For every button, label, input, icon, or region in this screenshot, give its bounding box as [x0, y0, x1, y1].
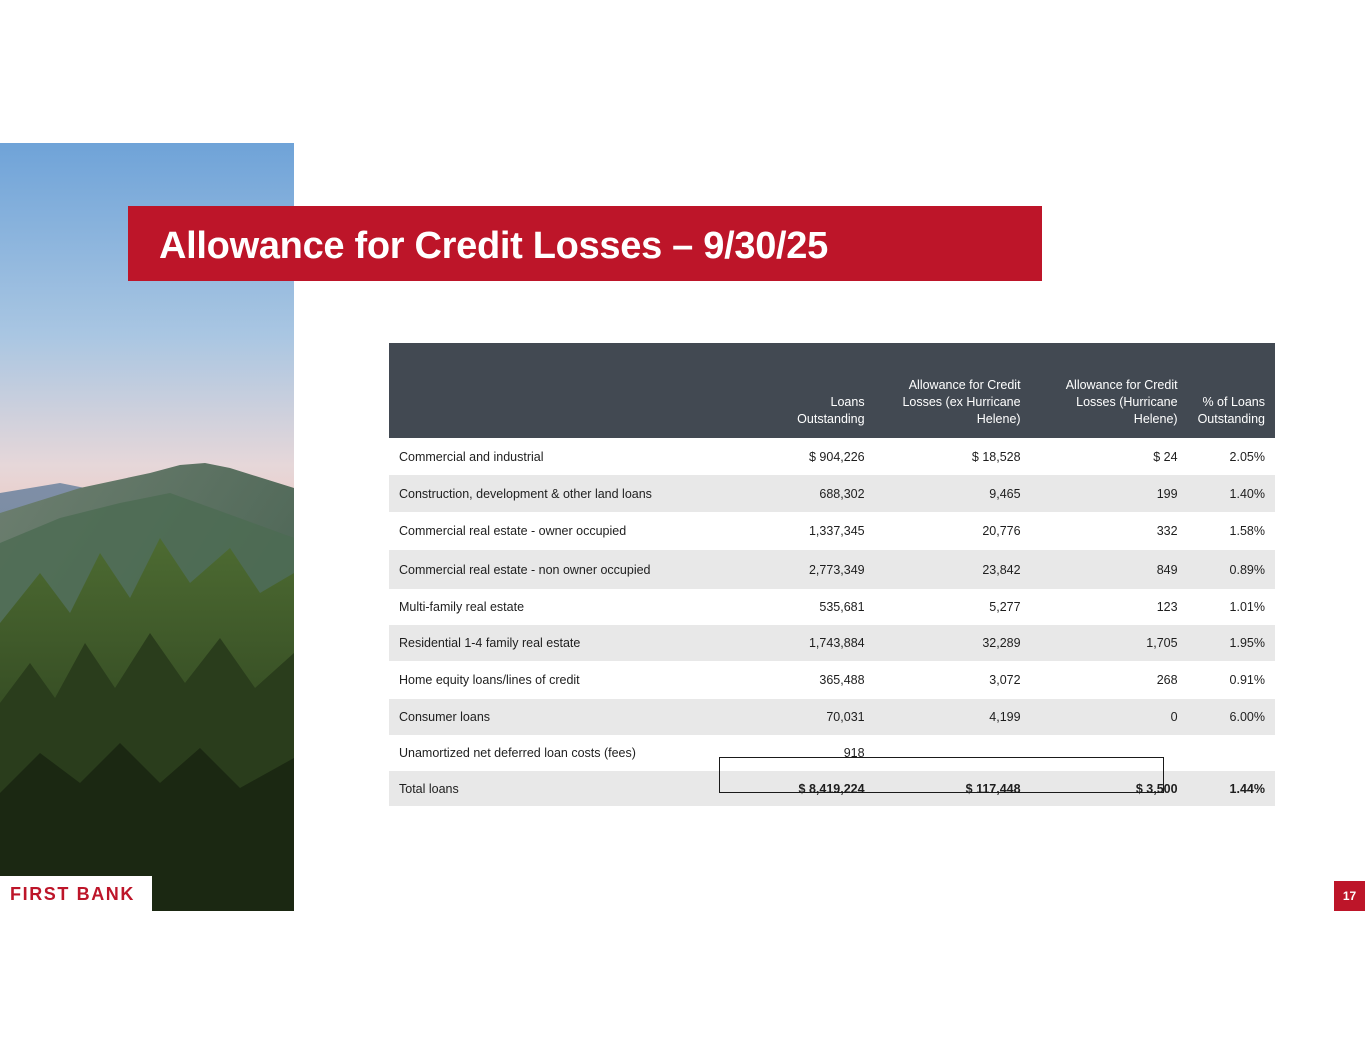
pct-cell: 6.00%	[1188, 699, 1275, 735]
table-row	[389, 550, 1275, 589]
allowance-table	[389, 343, 1275, 806]
pct-cell: 1.58%	[1229, 524, 1265, 538]
loans-cell: $ 904,226	[808, 449, 865, 464]
title-banner	[128, 206, 1042, 281]
header-line: Loans	[830, 395, 865, 409]
acl-helene-cell: 1,705	[1031, 625, 1188, 661]
acl-helene-cell: 199	[1031, 475, 1188, 512]
acl-helene-cell: 849	[1031, 550, 1188, 589]
header-line: Outstanding	[1197, 412, 1265, 426]
acl-ex-cell: 3,072	[989, 673, 1021, 687]
row-label: Consumer loans	[389, 699, 716, 735]
table-row	[389, 735, 1275, 771]
row-label: Commercial real estate - non owner occupied	[389, 550, 716, 589]
loans-cell: 1,743,884	[716, 625, 874, 661]
loans-cell: 1,337,345	[808, 524, 865, 538]
acl-ex-cell: 9,465	[875, 475, 1031, 512]
acl-helene-cell: 0	[1031, 699, 1188, 735]
acl-helene-cell: 332	[1156, 524, 1178, 538]
logo-text: FIRST BANK	[10, 884, 135, 904]
loans-cell: 535,681	[819, 600, 865, 614]
acl-ex-cell: 5,277	[989, 600, 1021, 614]
header-acl-ex-helene	[875, 343, 1031, 438]
total-row	[389, 771, 1275, 806]
total-label: Total loans	[389, 771, 716, 806]
table-header-row	[389, 343, 1275, 438]
loans-cell: 70,031	[716, 699, 874, 735]
pct-cell: 0.89%	[1188, 550, 1275, 589]
row-label: Construction, development & other land loans	[389, 475, 716, 512]
acl-helene-cell: 123	[1156, 600, 1178, 614]
row-label: Home equity loans/lines of credit	[399, 673, 580, 687]
header-line: Allowance for Credit	[908, 378, 1021, 392]
acl-ex-cell	[875, 735, 1031, 771]
pct-cell: 1.40%	[1188, 475, 1275, 512]
header-line: Outstanding	[797, 412, 865, 426]
table-row	[389, 438, 1275, 475]
total-acl-ex-cell: $ 117,448	[875, 771, 1031, 806]
acl-ex-cell: 20,776	[982, 524, 1021, 538]
header-pct-loans	[1188, 343, 1275, 438]
header-loans-outstanding	[716, 343, 874, 438]
table-row	[389, 699, 1275, 735]
loans-cell: 365,488	[819, 673, 865, 687]
loans-cell: 688,302	[716, 475, 874, 512]
header-line: Losses (ex Hurricane	[902, 395, 1021, 409]
row-label: Multi-family real estate	[399, 600, 525, 614]
header-acl-helene	[1031, 343, 1188, 438]
acl-ex-cell: 23,842	[875, 550, 1031, 589]
acl-ex-cell: 32,289	[875, 625, 1031, 661]
first-bank-logo	[0, 876, 152, 911]
header-line: Allowance for Credit	[1065, 378, 1178, 392]
acl-ex-cell: 4,199	[875, 699, 1031, 735]
loans-cell: 918	[843, 746, 865, 760]
header-line: Losses (Hurricane	[1076, 395, 1178, 409]
acl-helene-cell	[1031, 735, 1188, 771]
table-row	[389, 625, 1275, 661]
total-loans-cell: $ 8,419,224	[716, 771, 874, 806]
table-row	[389, 661, 1275, 699]
table-row	[389, 512, 1275, 550]
header-line: % of Loans	[1202, 395, 1265, 409]
header-line: Helene)	[1133, 412, 1178, 426]
pct-cell	[1188, 735, 1275, 771]
total-acl-helene-cell: $ 3,500	[1031, 771, 1188, 806]
loans-cell: 2,773,349	[716, 550, 874, 589]
pct-cell: 0.91%	[1229, 673, 1265, 687]
total-pct-cell: 1.44%	[1188, 771, 1275, 806]
pct-cell: 1.95%	[1188, 625, 1275, 661]
table-row	[389, 475, 1275, 512]
row-label: Commercial and industrial	[399, 449, 544, 464]
acl-helene-cell: 268	[1156, 673, 1178, 687]
acl-helene-cell: $ 24	[1153, 449, 1178, 464]
row-label: Unamortized net deferred loan costs (fees)	[399, 746, 636, 760]
row-label: Commercial real estate - owner occupied	[399, 524, 627, 538]
header-label	[389, 343, 716, 438]
table-row	[389, 589, 1275, 625]
page-number: 17	[1334, 881, 1365, 911]
acl-ex-cell: $ 18,528	[971, 449, 1021, 464]
pct-cell: 1.01%	[1229, 600, 1265, 614]
row-label: Residential 1-4 family real estate	[389, 625, 716, 661]
header-line: Helene)	[976, 412, 1021, 426]
slide-title: Allowance for Credit Losses – 9/30/25	[159, 225, 828, 267]
pct-cell: 2.05%	[1229, 449, 1265, 464]
